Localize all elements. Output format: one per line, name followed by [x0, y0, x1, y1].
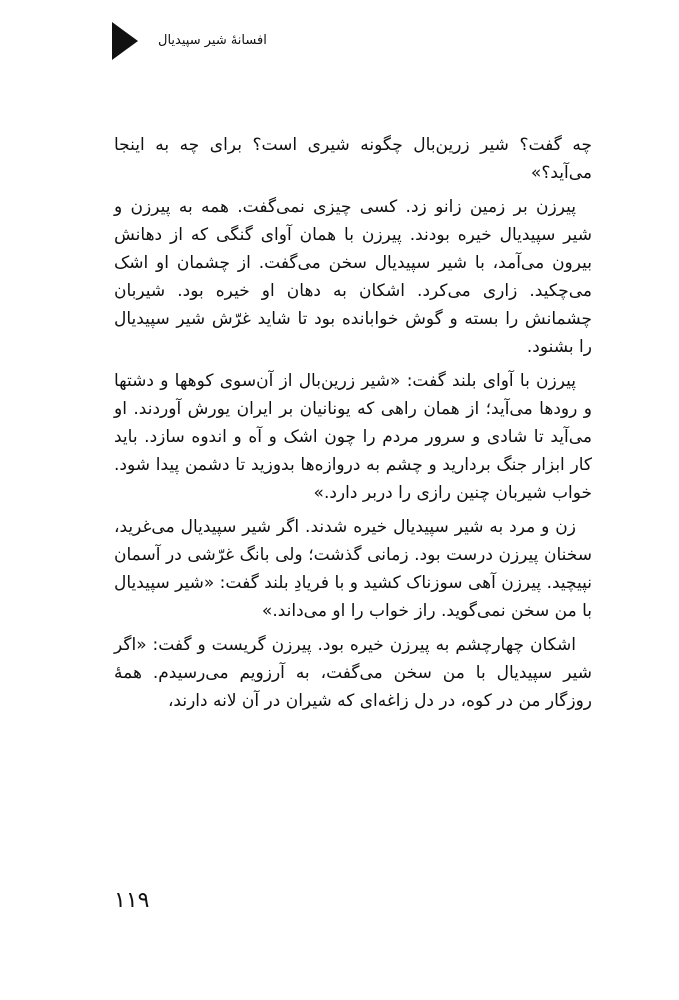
page-header [110, 22, 310, 62]
body-text [114, 131, 592, 721]
paragraph-1: چه گفت؟ شیر زرین‌بال چگونه شیری است؟ برای چه به اینجا می‌آید؟» [114, 135, 592, 183]
paragraph-5: اشکان چهارچشم به پیرزن خیره بود. پیرزن گریست و گفت: «اگر شیر سپیدیال با من سخن می‌گفت، به آرزویم می‌رسیدم. همهٔ روزگار من در کوه، در دل زاغه‌ای که شیران در آن لانه دارند، [114, 635, 592, 711]
paragraph-4: زن و مرد به شیر سپیدیال خیره شدند. اگر شیر سپیدیال می‌غرید، سخنان پیرزن درست بود. زمانی گذشت؛ ولی بانگ غرّشی در آسمان نپیچید. پیرزن آهی سوزناک کشید و با فریادِ بلند گفت: «شیر سپیدیال با من سخن نمی‌گوید. راز خواب را او می‌داند.» [114, 517, 592, 621]
running-title: افسانهٔ شیر سپیدیال [158, 33, 267, 48]
triangle-marker-icon [112, 22, 138, 60]
paragraph-2: پیرزن بر زمین زانو زد. کسی چیزی نمی‌گفت. همه به پیرزن و شیر سپیدیال خیره بودند. پیرزن با همان آوای گنگی که از دهانش بیرون می‌آمد، با شیر سپیدیال سخن می‌گفت. از چشمان او اشک می‌چکید. زاری می‌کرد. اشکان به دهان او خیره بود. شیربان چشمانش را بسته و گوش خوابانده بود تا شاید غرّش شیر سپیدیال را بشنود. [114, 197, 592, 357]
paragraph-3: پیرزن با آوای بلند گفت: «شیر زرین‌بال از آن‌سوی کوهها و دشتها و رودها می‌آید؛ از همان راهی که یونانیان بر ایران یورش آوردند. او می‌آید تا شادی و سرور مردم را چون اشک و آه و اندوه سازد. باید کار ابزار جنگ بردارید و چشم به دروازه‌ها بدوزید تا دشمن پیدا شود. خواب شیربان چنین رازی را دربر دارد.» [114, 371, 592, 503]
page-number: ۱۱۹ [114, 888, 150, 913]
